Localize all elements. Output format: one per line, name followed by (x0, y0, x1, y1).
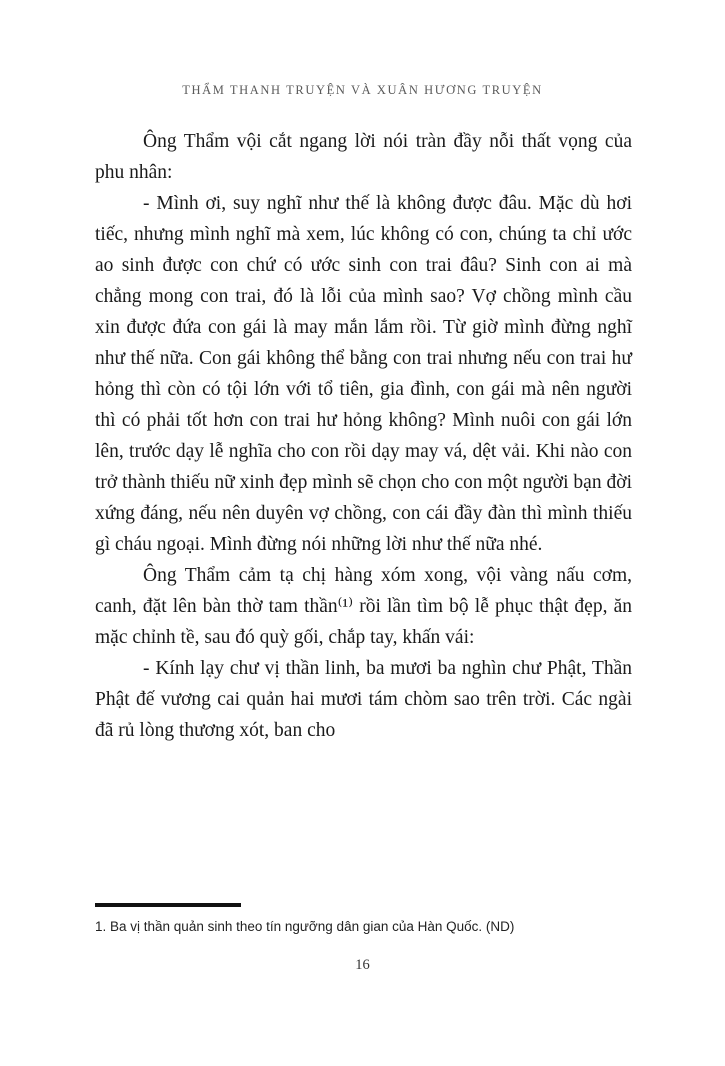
paragraph: - Mình ơi, suy nghĩ như thế là không được đâu. Mặc dù hơi tiếc, nhưng mình nghĩ mà xem, lúc không có con, chúng ta chỉ ước ao sinh được con chứ có ước sinh con trai đâu? Sinh con ai mà chẳng mong con trai, đó là lỗi của mình sao? Vợ chồng mình cầu xin được đứa con gái là may mắn lắm rồi. Từ giờ mình đừng nghĩ như thế nữa. Con gái không thể bằng con trai nhưng nếu con trai hư hỏng thì còn có tội lớn với tổ tiên, gia đình, con gái mà nên người thì có phải tốt hơn con trai hư hỏng không? Mình nuôi con gái lớn lên, trước dạy lễ nghĩa cho con rồi dạy may vá, dệt vải. Khi nào con trở thành thiếu nữ xinh đẹp mình sẽ chọn cho con một người bạn đời xứng đáng, nếu nên duyên vợ chồng, con cái đầy đàn thì mình thiếu gì cháu ngoại. Mình đừng nói những lời như thế nữa nhé. (95, 193, 632, 555)
footnote: 1. Ba vị thần quản sinh theo tín ngưỡng dân gian của Hàn Quốc. (ND) (95, 919, 515, 934)
paragraph: Ông Thẩm cảm tạ chị hàng xóm xong, vội vàng nấu cơm, canh, đặt lên bàn thờ tam thần⁽¹⁾ rồi lần tìm bộ lễ phục thật đẹp, ăn mặc chỉnh tề, sau đó quỳ gối, chắp tay, khấn vái: (95, 565, 632, 648)
page-number: 16 (355, 957, 370, 973)
footnote-divider (95, 903, 241, 907)
running-header: THẨM THANH TRUYỆN VÀ XUÂN HƯƠNG TRUYỆN (182, 83, 543, 97)
body-text (95, 126, 632, 746)
paragraph: - Kính lạy chư vị thần linh, ba mươi ba nghìn chư Phật, Thần Phật đế vương cai quản hai mươi tám chòm sao trên trời. Các ngài đã rủ lòng thương xót, ban cho (95, 658, 632, 741)
paragraph: Ông Thẩm vội cắt ngang lời nói tràn đầy nỗi thất vọng của phu nhân: (95, 131, 632, 183)
